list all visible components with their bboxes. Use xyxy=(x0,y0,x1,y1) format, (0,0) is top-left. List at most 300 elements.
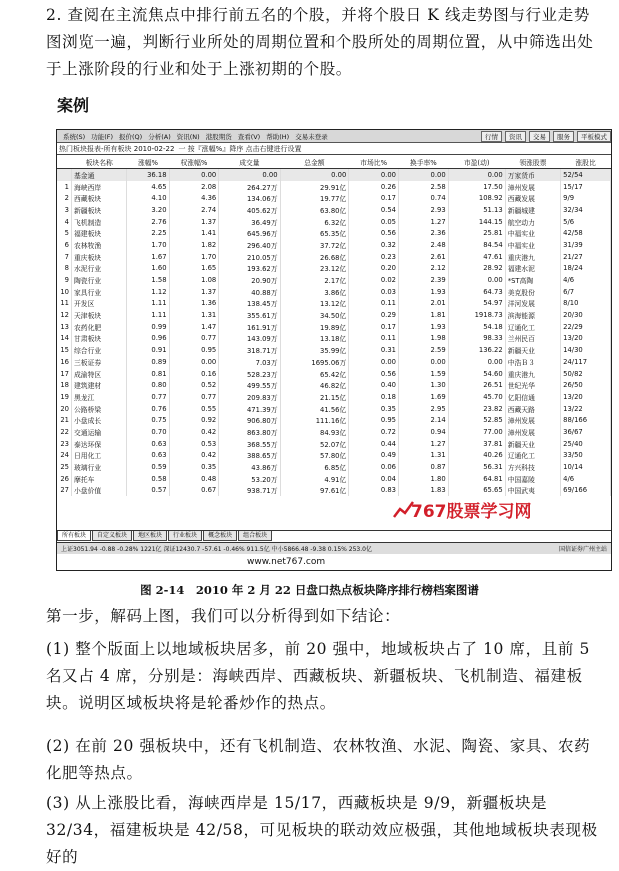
table-cell: 0.52 xyxy=(169,379,219,391)
table-cell: 56.31 xyxy=(448,461,505,473)
table-cell: 53.20万 xyxy=(219,473,280,485)
table-cell: 19.77亿 xyxy=(280,192,349,204)
toolbar-button[interactable]: 资讯 xyxy=(505,131,526,142)
table-cell: 2.93 xyxy=(398,204,448,216)
table-cell: 97.61亿 xyxy=(280,485,349,497)
table-cell: 0.00 xyxy=(169,169,219,181)
table-cell: 13.12亿 xyxy=(280,298,349,310)
table-cell: 0.80 xyxy=(127,379,169,391)
table-cell: 0.67 xyxy=(169,485,219,497)
table-cell: 2.01 xyxy=(398,298,448,310)
table-cell: 36.49万 xyxy=(219,216,280,228)
table-cell: 63.80亿 xyxy=(280,204,349,216)
table-cell: 43.86万 xyxy=(219,461,280,473)
table-row[interactable] xyxy=(57,309,611,321)
column-header[interactable]: 市盈(动) xyxy=(448,155,505,169)
table-cell: 1.98 xyxy=(398,333,448,345)
table-cell: 77.00 xyxy=(448,426,505,438)
table-cell: 西藏板块 xyxy=(72,192,127,204)
table-row[interactable] xyxy=(57,379,611,391)
column-header[interactable]: 总金额 xyxy=(280,155,349,169)
table-cell: 农林牧渔 xyxy=(72,239,127,251)
table-cell: 318.71万 xyxy=(219,344,280,356)
table-cell: 漳州发展 xyxy=(505,414,560,426)
table-cell: 108.92 xyxy=(448,192,505,204)
table-cell: 漳州发展 xyxy=(505,181,560,193)
table-row[interactable] xyxy=(57,450,611,462)
intro-paragraph: 2. 查阅在主流焦点中排行前五名的个股，并将个股日 K 线走势图与行业走势图浏览一遍，判断行业所处的周期位置和个股所处的周期位置，从中筛选出处于上涨阶段的行业和处于上涨初期的个股。 xyxy=(46,6,594,78)
table-cell: 0.00 xyxy=(349,356,399,368)
table-cell: 世纪光华 xyxy=(505,379,560,391)
table-row[interactable] xyxy=(57,414,611,426)
table-cell: 0.03 xyxy=(349,286,399,298)
table-cell: 41.56亿 xyxy=(280,403,349,415)
index-status: 上证3051.94 -0.88 -0.28% 1221亿 深证12430.7 -57.61 -0.46% 911.5亿 中小5866.48 -9.38 0.15% 253.0亿 xyxy=(61,546,372,553)
table-cell: 23.82 xyxy=(448,403,505,415)
table-cell: 144.15 xyxy=(448,216,505,228)
table-cell: 2.61 xyxy=(398,251,448,263)
table-row[interactable] xyxy=(57,263,611,275)
table-cell: 漳州发展 xyxy=(505,426,560,438)
table-row[interactable] xyxy=(57,461,611,473)
table-cell: 4.10 xyxy=(127,192,169,204)
bottom-tab[interactable]: 组合板块 xyxy=(238,531,272,541)
table-cell: 1.31 xyxy=(169,309,219,321)
table-cell: 0.00 xyxy=(169,356,219,368)
table-cell: 0.18 xyxy=(349,391,399,403)
table-cell: 0.91 xyxy=(127,344,169,356)
table-cell: 1 xyxy=(57,181,72,193)
table-cell: 飞机制造 xyxy=(72,216,127,228)
table-cell: 0.77 xyxy=(169,391,219,403)
table-row[interactable] xyxy=(57,298,611,310)
software-screenshot xyxy=(56,129,612,571)
table-row[interactable] xyxy=(57,274,611,286)
table-cell: 23 xyxy=(57,438,72,450)
table-cell: 25 xyxy=(57,461,72,473)
table-cell: 45.70 xyxy=(448,391,505,403)
bottom-tab[interactable]: 概念板块 xyxy=(203,531,237,541)
table-cell: 0.04 xyxy=(349,473,399,485)
table-cell: 0.06 xyxy=(349,461,399,473)
table-cell: 35.99亿 xyxy=(280,344,349,356)
table-cell: 新疆城建 xyxy=(505,204,560,216)
table-cell: 1.11 xyxy=(127,309,169,321)
table-cell: 3 xyxy=(57,204,72,216)
table-cell: 综合行业 xyxy=(72,344,127,356)
table-cell: 645.96万 xyxy=(219,227,280,239)
table-cell: 7 xyxy=(57,251,72,263)
table-cell: 0.99 xyxy=(127,321,169,333)
table-cell: 0.49 xyxy=(349,450,399,462)
table-row[interactable] xyxy=(57,426,611,438)
table-cell: 中福实业 xyxy=(505,227,560,239)
table-cell: 1.65 xyxy=(169,263,219,275)
table-cell: 西藏发展 xyxy=(505,192,560,204)
table-cell: 24 xyxy=(57,450,72,462)
table-row[interactable] xyxy=(57,239,611,251)
table-cell: 2 xyxy=(57,192,72,204)
table-cell: 22 xyxy=(57,426,72,438)
table-cell: 13 xyxy=(57,321,72,333)
table-cell: 0.92 xyxy=(169,414,219,426)
table-cell: 0.02 xyxy=(349,274,399,286)
table-cell: 美克股份 xyxy=(505,286,560,298)
column-header[interactable]: 涨幅% xyxy=(127,155,169,169)
table-cell: 万家货币 xyxy=(505,169,560,181)
table-cell: 1918.73 xyxy=(448,309,505,321)
toolbar-button[interactable]: 交易 xyxy=(529,131,550,142)
column-header[interactable]: 市场比% xyxy=(349,155,399,169)
table-cell: 12 xyxy=(57,309,72,321)
table-cell: 46.82亿 xyxy=(280,379,349,391)
table-row[interactable] xyxy=(57,169,611,181)
table-cell: 中福实业 xyxy=(505,239,560,251)
table-row[interactable] xyxy=(57,473,611,485)
table-cell: 4.36 xyxy=(169,192,219,204)
table-cell: 0.17 xyxy=(349,192,399,204)
table-cell: 0.17 xyxy=(349,321,399,333)
table-cell: 交通运输 xyxy=(72,426,127,438)
table-cell: 6 xyxy=(57,239,72,251)
table-cell: 1.67 xyxy=(127,251,169,263)
table-cell: 938.71万 xyxy=(219,485,280,497)
table-cell: 8 xyxy=(57,263,72,275)
table-cell: 65.35亿 xyxy=(280,227,349,239)
table-cell: 6/7 xyxy=(561,286,611,298)
table-cell: 1.30 xyxy=(398,379,448,391)
window-title: 热门板块报表-所有板块 2010-02-22 xyxy=(59,144,175,153)
url-bar xyxy=(57,554,611,570)
column-header[interactable]: 板块名称 xyxy=(72,155,127,169)
table-cell: 1.93 xyxy=(398,286,448,298)
table-cell: 10/14 xyxy=(561,461,611,473)
table-cell: 1.41 xyxy=(169,227,219,239)
table-cell: 新疆天业 xyxy=(505,344,560,356)
table-cell: 玻璃行业 xyxy=(72,461,127,473)
table-cell: 0.00 xyxy=(280,169,349,181)
table-cell: 0.89 xyxy=(127,356,169,368)
table-cell: 福建水泥 xyxy=(505,263,560,275)
table-row[interactable] xyxy=(57,181,611,193)
table-cell: 2.48 xyxy=(398,239,448,251)
table-cell: 0.56 xyxy=(349,368,399,380)
table-cell: 0.63 xyxy=(127,438,169,450)
table-cell: 65.65 xyxy=(448,485,505,497)
table-cell: 0.42 xyxy=(169,426,219,438)
table-cell: 海峡西岸 xyxy=(72,181,127,193)
toolbar-button[interactable]: 平板模式 xyxy=(577,131,611,142)
bottom-tab[interactable]: 自定义板块 xyxy=(92,531,132,541)
table-cell: 296.40万 xyxy=(219,239,280,251)
table-cell: 54.60 xyxy=(448,368,505,380)
table-cell: 65.42亿 xyxy=(280,368,349,380)
table-cell: 499.55万 xyxy=(219,379,280,391)
table-cell: 7.03万 xyxy=(219,356,280,368)
menu-item[interactable]: 报价(Q) xyxy=(119,132,143,141)
table-row[interactable] xyxy=(57,216,611,228)
table-cell: 方兴科技 xyxy=(505,461,560,473)
table-row[interactable] xyxy=(57,204,611,216)
table-cell: 0.40 xyxy=(349,379,399,391)
table-cell: 5 xyxy=(57,227,72,239)
table-cell: 0.26 xyxy=(349,181,399,193)
table-cell: 21 xyxy=(57,414,72,426)
body-paragraph-1: 第一步，解码上图，我们可以分析得到如下结论： xyxy=(46,607,401,625)
table-cell: 0.57 xyxy=(127,485,169,497)
table-cell: 重庆港九 xyxy=(505,368,560,380)
table-cell: 1.08 xyxy=(169,274,219,286)
table-cell: 52.07亿 xyxy=(280,438,349,450)
table-cell: 0.76 xyxy=(127,403,169,415)
table-cell: 26.51 xyxy=(448,379,505,391)
table-cell: 18/24 xyxy=(561,263,611,275)
table-cell: 4.65 xyxy=(127,181,169,193)
table-cell: 19.89亿 xyxy=(280,321,349,333)
table-cell: 1.12 xyxy=(127,286,169,298)
table-cell: 0.31 xyxy=(349,344,399,356)
table-cell: 193.62万 xyxy=(219,263,280,275)
table-cell: 388.65万 xyxy=(219,450,280,462)
table-row[interactable] xyxy=(57,321,611,333)
table-row[interactable] xyxy=(57,438,611,450)
table-cell: 重庆港九 xyxy=(505,251,560,263)
table-cell: 21.15亿 xyxy=(280,391,349,403)
table-row[interactable] xyxy=(57,403,611,415)
table-cell: 18 xyxy=(57,379,72,391)
table-cell: 1.31 xyxy=(398,450,448,462)
sector-table xyxy=(57,155,611,496)
table-cell: 0.58 xyxy=(127,473,169,485)
table-cell: 0.95 xyxy=(169,344,219,356)
table-cell: 公路桥梁 xyxy=(72,403,127,415)
table-cell: 0.75 xyxy=(127,414,169,426)
toolbar-button[interactable]: 行情 xyxy=(481,131,502,142)
menu-item[interactable]: 交易未登录 xyxy=(295,132,328,141)
table-cell: 26/50 xyxy=(561,379,611,391)
table-cell: 0.00 xyxy=(349,169,399,181)
table-cell: 1.58 xyxy=(127,274,169,286)
table-cell: 0.94 xyxy=(398,426,448,438)
table-cell: 陶瓷行业 xyxy=(72,274,127,286)
table-cell: 辽通化工 xyxy=(505,450,560,462)
table-cell: 成渝特区 xyxy=(72,368,127,380)
table-row[interactable] xyxy=(57,333,611,345)
table-cell: 37.72亿 xyxy=(280,239,349,251)
body-paragraph-2: (1) 整个版面上以地域板块居多，前 20 强中，地域板块占了 10 席，且前 5 名又占 4 席，分别是：海峡西岸、西藏板块、新疆板块、飞机制造、福建板块。说明区域板块将是轮番炒作的热点。 xyxy=(46,640,590,712)
figure-caption: 图 2-14 2010 年 2 月 22 日盘口热点板块降序排行榜档案图谱 xyxy=(140,583,479,597)
table-cell: 17 xyxy=(57,368,72,380)
table-cell: 0.42 xyxy=(169,450,219,462)
table-cell: 161.91万 xyxy=(219,321,280,333)
menu-item[interactable]: 系统(S) xyxy=(63,132,86,141)
menu-bar xyxy=(57,130,611,143)
table-cell: 0.16 xyxy=(169,368,219,380)
table-cell: 24/117 xyxy=(561,356,611,368)
menu-item[interactable]: 帮助(H) xyxy=(266,132,290,141)
table-cell: 863.80万 xyxy=(219,426,280,438)
menu-item[interactable]: 港股期货 xyxy=(205,132,232,141)
table-cell: 25/40 xyxy=(561,438,611,450)
table-cell: 13/20 xyxy=(561,333,611,345)
column-header[interactable]: 换手率% xyxy=(398,155,448,169)
table-cell: 2.74 xyxy=(169,204,219,216)
table-cell: 1695.06万 xyxy=(280,356,349,368)
table-cell: 1.69 xyxy=(398,391,448,403)
table-cell: 355.61万 xyxy=(219,309,280,321)
table-cell: 32/34 xyxy=(561,204,611,216)
table-cell: 0.70 xyxy=(127,426,169,438)
table-row[interactable] xyxy=(57,251,611,263)
table-cell: 0.48 xyxy=(169,473,219,485)
table-cell: 基金通 xyxy=(72,169,127,181)
watermark xyxy=(393,495,611,527)
table-cell: 22/29 xyxy=(561,321,611,333)
table-cell: 9 xyxy=(57,274,72,286)
table-cell: 0.00 xyxy=(448,274,505,286)
table-cell: 10 xyxy=(57,286,72,298)
menu-item[interactable]: 分析(A) xyxy=(148,132,171,141)
table-cell: 建筑建材 xyxy=(72,379,127,391)
table-row[interactable] xyxy=(57,227,611,239)
server-status: 国信证券广州主站 xyxy=(558,546,607,553)
table-cell: 36/67 xyxy=(561,426,611,438)
table-cell: 11 xyxy=(57,298,72,310)
table-cell: 0.00 xyxy=(398,356,448,368)
table-cell: 天津板块 xyxy=(72,309,127,321)
column-header[interactable]: 领涨股票 xyxy=(505,155,560,169)
table-cell: 64.81 xyxy=(448,473,505,485)
table-cell: 1.70 xyxy=(169,251,219,263)
window-titlebar xyxy=(57,143,611,155)
table-cell: 27 xyxy=(57,485,72,497)
table-cell: 4/6 xyxy=(561,473,611,485)
table-row[interactable] xyxy=(57,192,611,204)
menu-item[interactable]: 功能(F) xyxy=(91,132,114,141)
table-cell: 开发区 xyxy=(72,298,127,310)
table-cell: 98.33 xyxy=(448,333,505,345)
table-cell: 0.77 xyxy=(169,333,219,345)
table-cell: 14 xyxy=(57,333,72,345)
table-cell: 15/17 xyxy=(561,181,611,193)
menu-item[interactable]: 资讯(N) xyxy=(176,132,200,141)
table-cell: 2.17亿 xyxy=(280,274,349,286)
table-cell: 0.53 xyxy=(169,438,219,450)
table-cell: 4/6 xyxy=(561,274,611,286)
table-cell: 0.00 xyxy=(448,169,505,181)
table-cell: 1.81 xyxy=(398,309,448,321)
table-cell: 138.45万 xyxy=(219,298,280,310)
table-cell: 1.70 xyxy=(127,239,169,251)
table-cell: 2.58 xyxy=(398,181,448,193)
table-cell: 8/10 xyxy=(561,298,611,310)
table-row[interactable] xyxy=(57,368,611,380)
table-cell: 23.12亿 xyxy=(280,263,349,275)
table-cell: 航空动力 xyxy=(505,216,560,228)
bottom-tab[interactable]: 行业板块 xyxy=(168,531,202,541)
table-cell: 4.91亿 xyxy=(280,473,349,485)
table-cell: 143.09万 xyxy=(219,333,280,345)
section-heading: 案例 xyxy=(57,96,90,115)
table-cell: 1.27 xyxy=(398,438,448,450)
table-cell: 1.36 xyxy=(169,298,219,310)
table-cell: 368.55万 xyxy=(219,438,280,450)
table-cell: 13/22 xyxy=(561,403,611,415)
table-cell: 2.08 xyxy=(169,181,219,193)
bottom-tab[interactable]: 所有板块 xyxy=(57,531,91,541)
table-cell: 9/9 xyxy=(561,192,611,204)
body-paragraph-4: (3) 从上涨股比看，海峡西岸是 15/17，西藏板块是 9/9，新疆板块是 32/34，福建板块是 42/58，可见板块的联动效应极强，其他地域板块表现极好的 xyxy=(46,794,598,866)
table-cell: 136.22 xyxy=(448,344,505,356)
toolbar-button[interactable]: 服务 xyxy=(553,131,574,142)
watermark-logo: 767股票学习网 xyxy=(411,502,532,522)
table-cell: 37.81 xyxy=(448,438,505,450)
table-cell: 0.20 xyxy=(349,263,399,275)
table-cell: 辽通化工 xyxy=(505,321,560,333)
table-cell: 16 xyxy=(57,356,72,368)
table-cell: 1.59 xyxy=(398,368,448,380)
table-row[interactable] xyxy=(57,391,611,403)
table-cell: 2.59 xyxy=(398,344,448,356)
table-cell: 0.32 xyxy=(349,239,399,251)
table-cell: 20/30 xyxy=(561,309,611,321)
table-cell: 111.16亿 xyxy=(280,414,349,426)
table-cell: 36.18 xyxy=(127,169,169,181)
table-cell: 2.76 xyxy=(127,216,169,228)
table-cell: 0.63 xyxy=(127,450,169,462)
table-cell: 西藏天路 xyxy=(505,403,560,415)
table-cell: 中浩Ｂ３ xyxy=(505,356,560,368)
table-cell: 50/82 xyxy=(561,368,611,380)
table-cell: 1.60 xyxy=(127,263,169,275)
table-cell: 黑龙江 xyxy=(72,391,127,403)
table-cell: 3.20 xyxy=(127,204,169,216)
table-cell: 2.36 xyxy=(398,227,448,239)
menu-item[interactable]: 查看(V) xyxy=(237,132,261,141)
table-cell: 0.72 xyxy=(349,426,399,438)
table-cell: 84.54 xyxy=(448,239,505,251)
table-cell: 6.85亿 xyxy=(280,461,349,473)
table-row[interactable] xyxy=(57,356,611,368)
table-cell: 0.11 xyxy=(349,298,399,310)
table-row[interactable] xyxy=(57,344,611,356)
table-cell: 88/166 xyxy=(561,414,611,426)
status-bar xyxy=(57,542,611,554)
table-cell: 0.29 xyxy=(349,309,399,321)
table-cell: 471.39万 xyxy=(219,403,280,415)
column-header[interactable]: 成交量 xyxy=(219,155,280,169)
table-cell: 26.68亿 xyxy=(280,251,349,263)
column-header[interactable]: 权涨幅% xyxy=(169,155,219,169)
sort-info: 一 按『涨幅%』降序 点击右键进行设置 xyxy=(178,144,302,153)
table-cell: 1.83 xyxy=(398,485,448,497)
table-cell: 1.11 xyxy=(127,298,169,310)
table-cell: 农药化肥 xyxy=(72,321,127,333)
table-cell: 20 xyxy=(57,403,72,415)
bottom-tabs xyxy=(57,530,611,541)
table-cell: 小盘成长 xyxy=(72,414,127,426)
table-cell: 28.92 xyxy=(448,263,505,275)
table-cell: 209.83万 xyxy=(219,391,280,403)
table-cell: 405.62万 xyxy=(219,204,280,216)
table-row[interactable] xyxy=(57,286,611,298)
table-cell: 0.81 xyxy=(127,368,169,380)
column-header[interactable]: 涨股比 xyxy=(561,155,611,169)
table-cell: 40.88万 xyxy=(219,286,280,298)
table-cell: 26 xyxy=(57,473,72,485)
bottom-tab[interactable]: 地区板块 xyxy=(133,531,167,541)
table-cell: 0.59 xyxy=(127,461,169,473)
